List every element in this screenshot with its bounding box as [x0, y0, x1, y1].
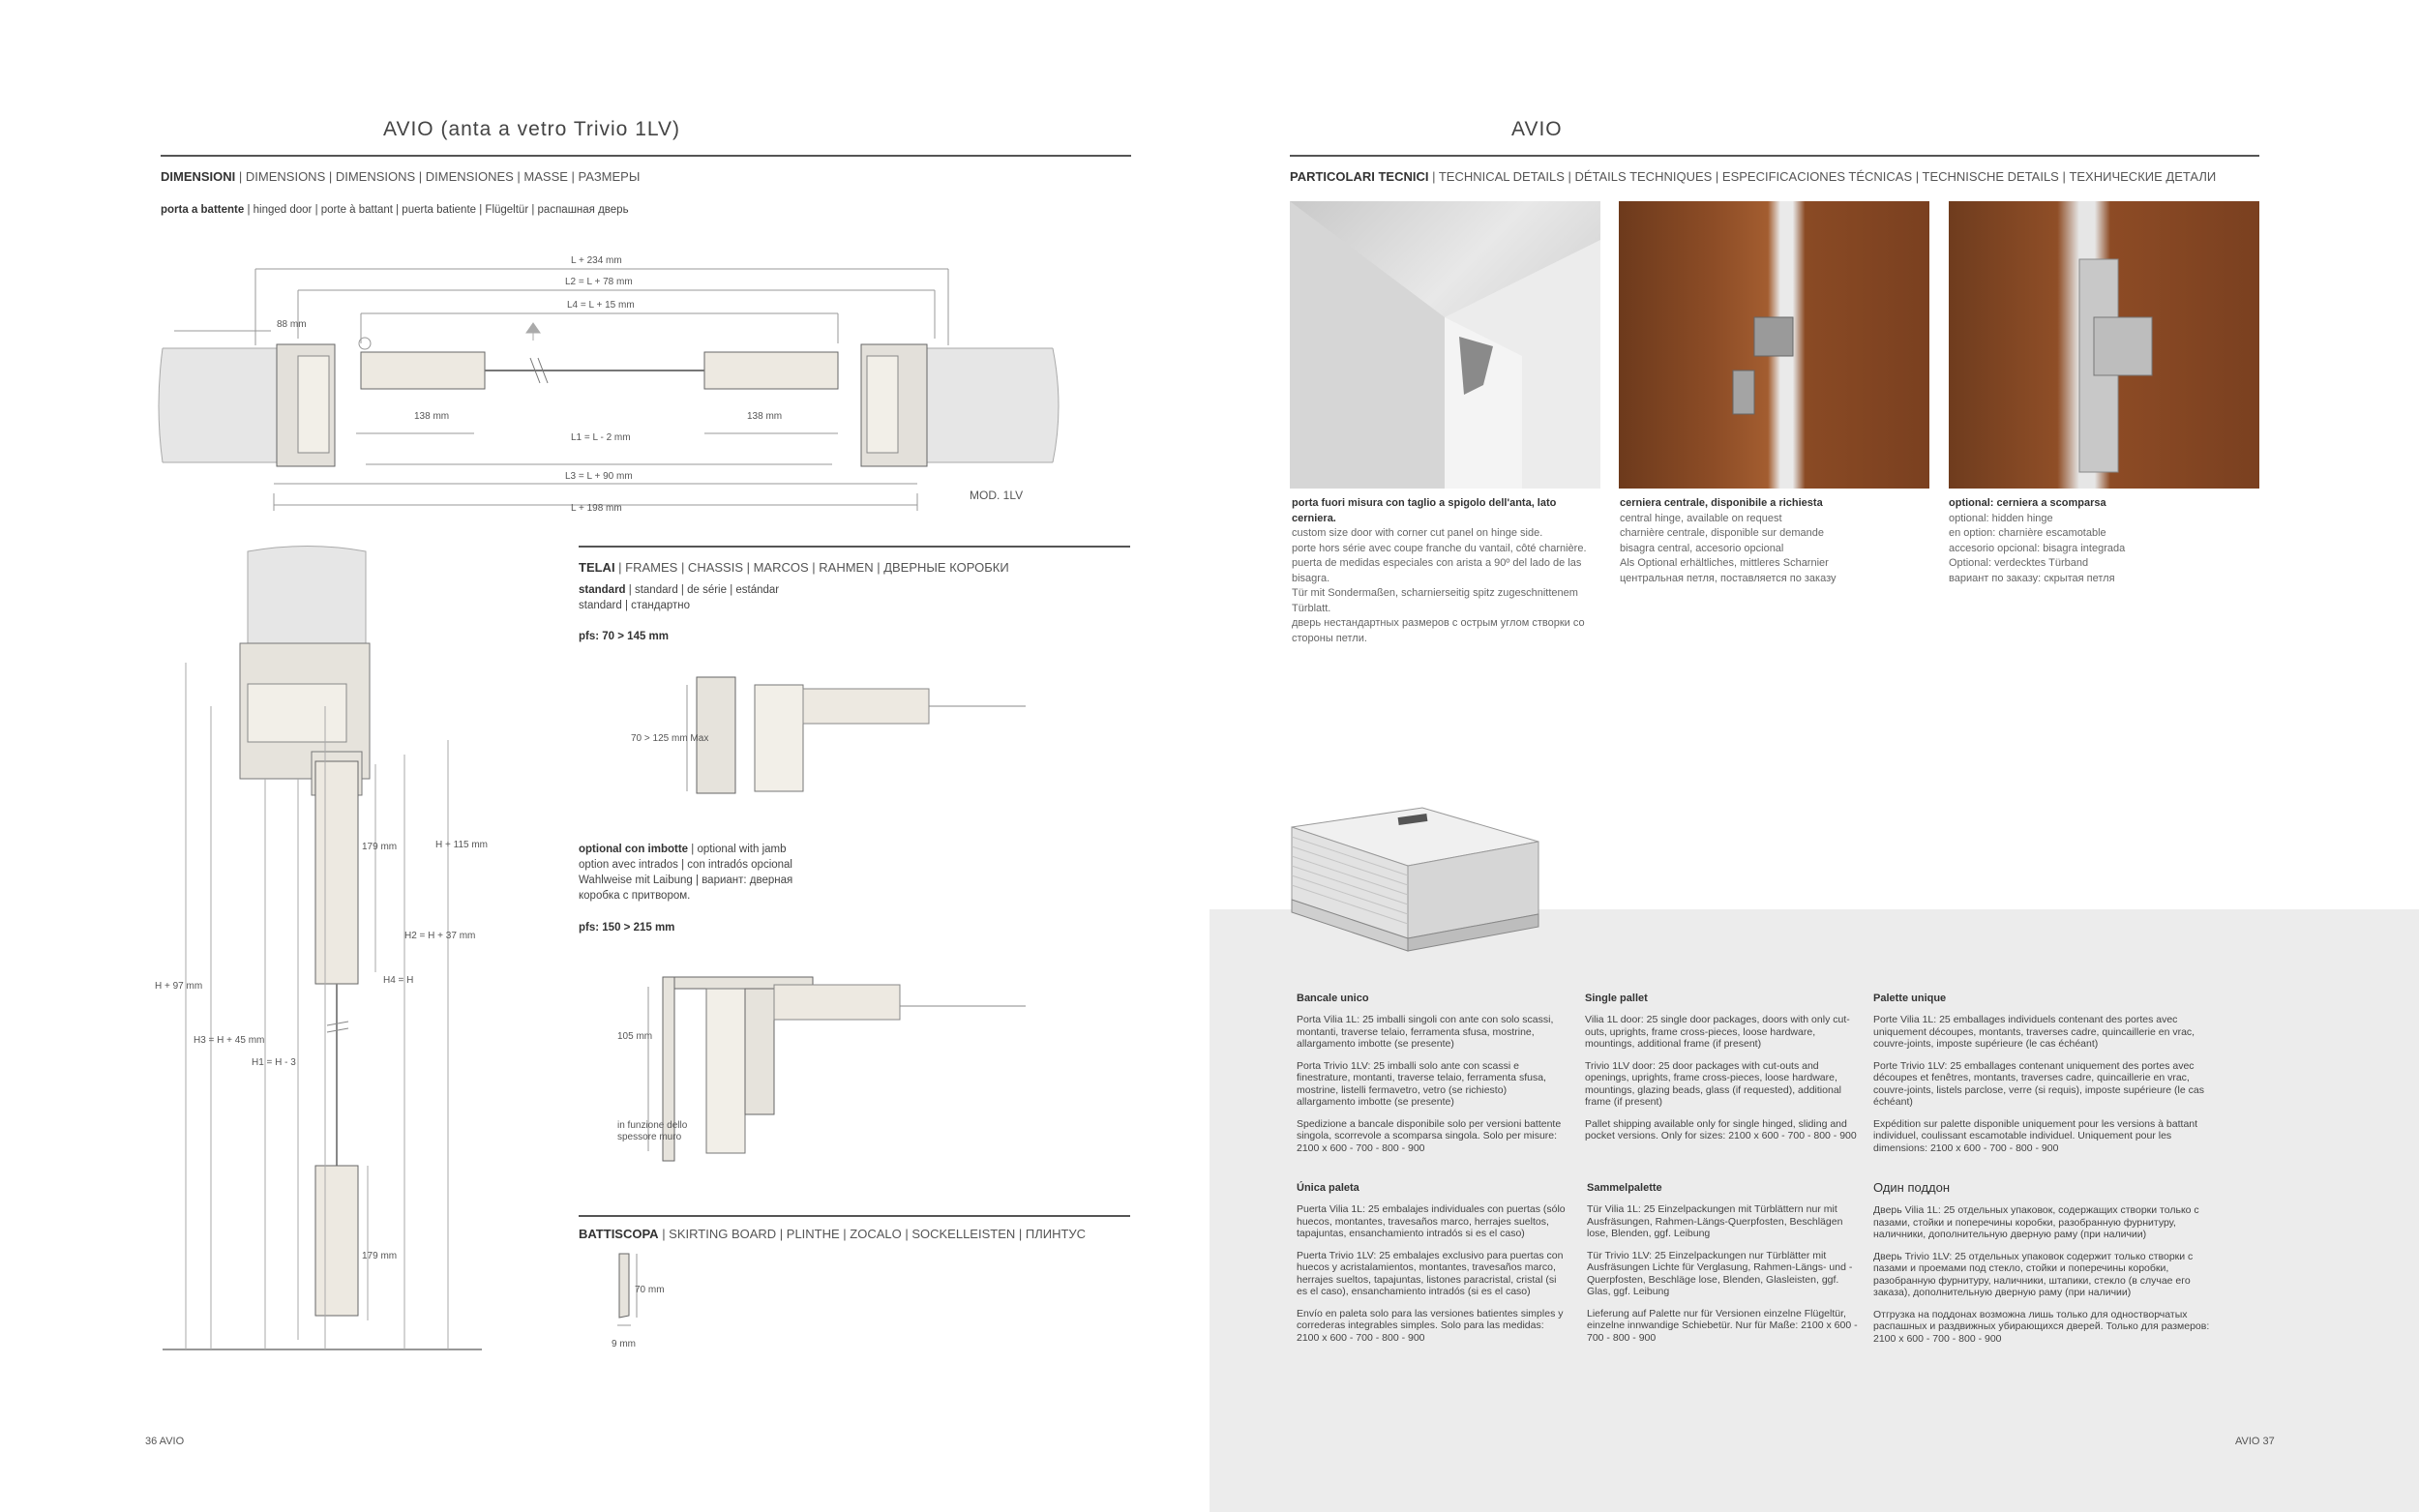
right-folio: AVIO 37 — [2235, 1436, 2275, 1447]
frame1-dim: 70 > 125 mm Max — [631, 733, 709, 744]
caption-central-hinge: cerniera centrale, disponibile a richiesta central hinge, available on request charnière centrale, disponible sur demande bisagra central, accesorio opcional Als Optional erhältliches, mittleres Scharnier центральная петля, поставляется по заказу — [1620, 497, 1837, 584]
caption-hidden-hinge: optional: cerniera a scomparsa optional: hidden hinge en option: charnière escamotable accesorio opcional: bisagra integrada Optional: verdecktes Türband вариант по заказу: скрытая петля — [1949, 497, 2126, 584]
dim-w138-left: 138 mm — [414, 411, 450, 422]
skirting-rule — [579, 1215, 1130, 1217]
frame2-note1: in funzione dello — [617, 1120, 688, 1131]
dim-h3: H3 = H + 45 mm — [194, 1035, 265, 1046]
standard-line1: standard | standard | de série | estándar — [579, 584, 780, 596]
corner-cut-photo — [1290, 201, 1600, 489]
plan-drawing — [163, 252, 1053, 527]
technical-details-heading: PARTICOLARI TECNICI | TECHNICAL DETAILS | DÉTAILS TECHNIQUES | ESPECIFICACIONES TÉCNICAS | TECHNISCHE DETAILS | ТЕХНИЧЕСКИЕ ДЕТАЛИ — [1290, 169, 2217, 184]
dim-w88: 88 mm — [277, 319, 307, 330]
frames-rule — [579, 546, 1130, 548]
pallet-block-german: Sammelpalette Tür Vilia 1L: 25 Einzelpackungen mit Türblättern nur mit Ausfräsungen, Rahmen-Längs-Querpfosten, Beschlägen lose, Blenden, ggf. Leibung Tür Trivio 1LV: 25 Einzelpackungen nur Türblätter mit Ausfräsungen Lichte für Verglasung, Rahmen-Längs- und -Querpfosten, Beschläge lose, Blenden, Glasleisten, ggf. Glas, ggf. Leibung Lieferung auf Palette nur für Versionen einzelne Flügeltür, einzelne innwandige Schiebetür. Nur für Maße: 2100 x 600 - 700 - 800 - 900 — [1587, 1182, 1858, 1344]
left-page-title: AVIO (anta a vetro Trivio 1LV) — [383, 118, 680, 140]
pfs-optional: pfs: 150 > 215 mm — [579, 922, 675, 934]
standard-line2: standard | стандартно — [579, 600, 691, 611]
optional-line1: optional con imbotte | optional with jamb — [579, 844, 787, 855]
dim-l2: L2 = L + 78 mm — [565, 277, 633, 287]
skirting-heading: BATTISCOPA | SKIRTING BOARD | PLINTHE | ZOCALO | SOCKELLEISTEN | ПЛИНТУС — [579, 1227, 1087, 1241]
dimensions-heading: DIMENSIONI | DIMENSIONS | DIMENSIONS | DIMENSIONES | MASSE | РАЗМЕРЫ — [161, 169, 641, 184]
door-type-label: porta a battente | hinged door | porte à battant | puerta batiente | Flügeltür | распашная дверь — [161, 204, 629, 216]
section-drawing — [163, 547, 492, 1364]
dim-h97: H + 97 mm — [155, 981, 203, 992]
pallet-illustration — [1287, 808, 1548, 963]
pallet-block-russian: Один поддон Дверь Vilia 1L: 25 отдельных упаковок, содержащих створки только с пазами, стойки и поперечины коробки, разобранную фурнитуру, наличники, дополнительную дверную раму (при наличии) Дверь Trivio 1LV: 25 отдельных упаковок содержит только створки с пазами и проемами под стекло, стойки и поперечины коробки, разобранную фурнитуру, наличники, штапики, стекло (в случае его заказа), дополнительную дверную раму (при наличии) Отгрузка на поддонах возможна лишь только для одностворчатых распашных и раздвижных убирающихся дверей. Только для размеров: 2100 x 600 - 700 - 800 - 900 — [1873, 1180, 2210, 1345]
dim-l4: L4 = L + 15 mm — [567, 300, 635, 311]
dim-h4: H4 = H — [383, 975, 414, 986]
dim-h115: H + 115 mm — [435, 840, 488, 850]
dim-h1: H1 = H - 3 — [252, 1057, 296, 1068]
skirting-w9: 9 mm — [612, 1339, 636, 1349]
pallet-block-french: Palette unique Porte Vilia 1L: 25 emballages individuels contenant des portes avec uniquement découpes, montants, traverses cadre, quincaillerie en vrac, couvre-joints, imposte supérieure (le cas échéant) Porte Trivio 1LV: 25 emballages contenant uniquement des portes avec découpes et fenêtres, montants, traverses cadre, quincaillerie en vrac, couvre-joints, listels parclose, verre (si requis), imposte supérieure (le cas échéant) Expédition sur palette disponible uniquement pour les versions à battant individuel, coulissant escamotable individuel. Uniquement pour les dimensions: 2100 x 600 - 700 - 800 - 900 — [1873, 993, 2204, 1154]
dim-l234: L + 234 mm — [571, 255, 622, 266]
pallet-block-english: Single pallet Vilia 1L door: 25 single door packages, doors with only cut-outs, uprights, frame cross-pieces, loose hardware, mountings, additional frame (if present) Trivio 1LV door: 25 door packages with cut-outs and openings, uprights, frame cross-pieces, loose hardware, mountings, glazing beads, glass (if requested), additional frame (if present) Pallet shipping available only for single hinged, sliding and pocket versions. Only for sizes: 2100 x 600 - 700 - 800 - 900 — [1585, 993, 1857, 1141]
pallet-block-italian: Bancale unico Porta Vilia 1L: 25 imballi singoli con ante con solo scassi, montanti, traverse telaio, ferramenta sfusa, mostrine, allargamento imbotte (se presente) Porta Trivio 1LV: 25 imballi solo ante con scassi e finestrature, montanti, traverse telaio, ferramenta sfusa, mostrine, listelli fermavetro, vetro (se richiesto) allargamento imbotte (se presente) Spedizione a bancale disponibile solo per versioni battente singola, scorrevole a scomparsa singola. Solo per misure: 2100 x 600 - 700 - 800 - 900 — [1297, 993, 1562, 1154]
frames-heading: TELAI | FRAMES | CHASSIS | MARCOS | RAHMEN | ДВЕРНЫЕ КОРОБКИ — [579, 560, 1009, 575]
right-title-rule — [1290, 155, 2259, 157]
optional-line4: коробка с притвором. — [579, 890, 691, 902]
frame2-dim: 105 mm — [617, 1031, 653, 1042]
hidden-hinge-photo — [1949, 201, 2259, 489]
skirting-h70: 70 mm — [635, 1285, 665, 1295]
dim-h2: H2 = H + 37 mm — [404, 931, 476, 941]
right-page-title: AVIO — [1511, 118, 1563, 140]
dim-w138-right: 138 mm — [747, 411, 783, 422]
dim-179-bottom: 179 mm — [362, 1251, 398, 1261]
pallet-block-spanish: Única paleta Puerta Vilia 1L: 25 embalajes individuales con puertas (sólo huecos, montantes, travesaños marco, herrajes sueltos, tapajuntas, ensanchamiento intradós si es el caso) Puerta Trivio 1LV: 25 embalajes exclusivo para puertas con huecos y acristalamientos, montantes, travesaños marco, herrajes sueltos, tapajuntas, listones paracristal, cristal (si es el caso), ensanchamiento intradós (si es el caso) Envío en paleta solo para las versiones batientes simples y correderas integrables simples. Solo para las medidas: 2100 x 600 - 700 - 800 - 900 — [1297, 1182, 1566, 1344]
dim-179-top: 179 mm — [362, 842, 398, 852]
optional-line3: Wahlweise mit Laibung | вариант: дверная — [579, 875, 793, 886]
left-title-rule — [161, 155, 1131, 157]
model-label: MOD. 1LV — [970, 489, 1024, 502]
pfs-standard: pfs: 70 > 145 mm — [579, 631, 670, 642]
left-folio: 36 AVIO — [145, 1436, 185, 1447]
dim-l1: L1 = L - 2 mm — [571, 432, 631, 443]
dim-l198: L + 198 mm — [571, 503, 622, 514]
caption-corner-cut: porta fuori misura con taglio a spigolo dell'anta, lato cerniera. custom size door with corner cut panel on hinge side. porte hors série avec coupe franche du vantail, côté charnière. puerta de medidas especiales con arista a 90º del lado de las bisagra. Tür mit Sondermaßen, scharnierseitig spitz zugeschnittenem Türblatt. дверь нестандартных размеров с острым углом створки со стороны петли. — [1292, 497, 1587, 644]
central-hinge-photo — [1619, 201, 1929, 489]
optional-line2: option avec intrados | con intradós opcional — [579, 859, 792, 871]
frame2-note2: spessore muro — [617, 1132, 682, 1142]
dim-l3: L3 = L + 90 mm — [565, 471, 633, 482]
